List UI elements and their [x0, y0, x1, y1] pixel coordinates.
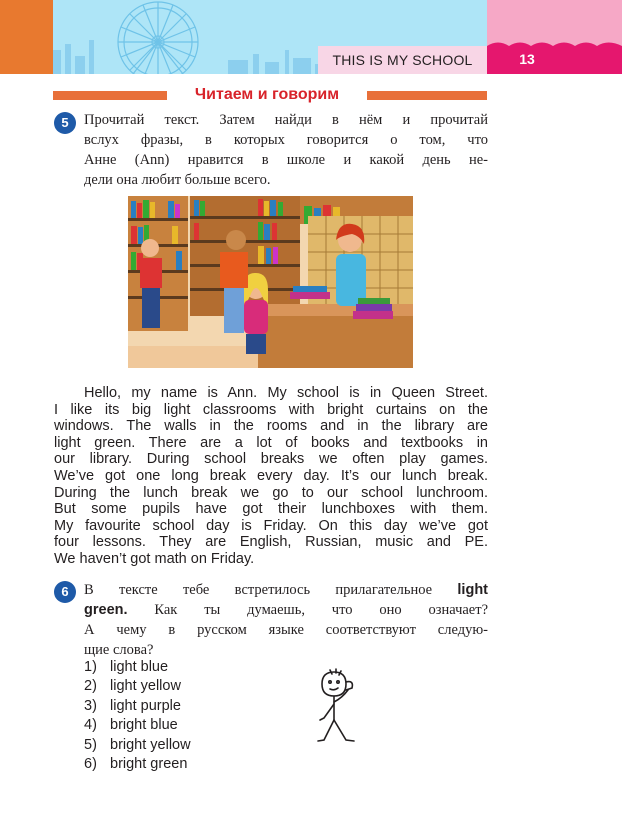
list-item: 2) light yellow: [84, 678, 181, 695]
task5-line: Анне (Ann) нравится в школе и какой день не-: [84, 152, 488, 168]
running-head: THIS IS MY SCHOOL: [332, 52, 473, 68]
list-item: 1) light blue: [84, 659, 169, 675]
task-number-badge: 6: [54, 581, 76, 603]
reading-line: But some pupils have got their lunchboxes with them.: [54, 501, 488, 518]
highlight-word: green.: [84, 602, 128, 618]
reading-line: light green. There are a lot of books and textbooks in: [54, 434, 488, 451]
task5-line: вслух фразы, в которых говорится о том, что: [84, 132, 488, 148]
task6-line: green. Как ты думаешь, что оно означает?: [84, 602, 489, 618]
thinking-stick-figure-icon: [308, 668, 368, 748]
list-item: 6) bright green: [84, 756, 188, 773]
reading-line: My favourite school day is Friday. On this day we’ve got: [54, 517, 488, 534]
task5-instructions: [84, 110, 488, 190]
reading-line: We’ve got one long break every day. It’s our lunch break.: [54, 467, 488, 484]
task5-line: Прочитай текст. Затем найди в нём и прочитай: [84, 112, 488, 128]
task6-line: В тексте тебе встретилось прилагательное light: [84, 582, 489, 598]
task5-line: дели она любит больше всего.: [84, 172, 271, 188]
highlight-word: light: [457, 582, 489, 598]
task6-instructions: [84, 580, 488, 660]
reading-line: Hello, my name is Ann. My school is in Queen Street.: [84, 385, 488, 401]
reading-line: four lessons. They are English, Russian, music and PE.: [54, 534, 488, 551]
reading-line: I like its big light classrooms with bright curtains on the: [54, 401, 488, 418]
task6-line: А чему в русском языке соответствуют следую-: [84, 622, 488, 638]
section-title: Читаем и говорим: [167, 84, 367, 106]
school-library-illustration: [128, 196, 413, 368]
reading-line: windows. The walls in the rooms and in the library are: [54, 418, 488, 435]
list-item: 4) bright blue: [84, 717, 178, 734]
page-number: 13: [519, 51, 535, 67]
task-number-badge: 5: [54, 112, 76, 134]
reading-line: We haven’t got math on Friday.: [54, 550, 255, 567]
reading-text: [54, 385, 488, 568]
page-header: [0, 0, 622, 74]
list-item: 3) light purple: [84, 697, 181, 714]
header-orange-block: [0, 0, 53, 74]
word-list: [84, 658, 191, 774]
reading-line: our library. During school breaks we often play games.: [54, 451, 488, 468]
reading-line: During the lunch break we go to our school lunchroom.: [54, 484, 488, 501]
task6-line: щие слова?: [84, 642, 154, 658]
list-item: 5) bright yellow: [84, 736, 191, 753]
